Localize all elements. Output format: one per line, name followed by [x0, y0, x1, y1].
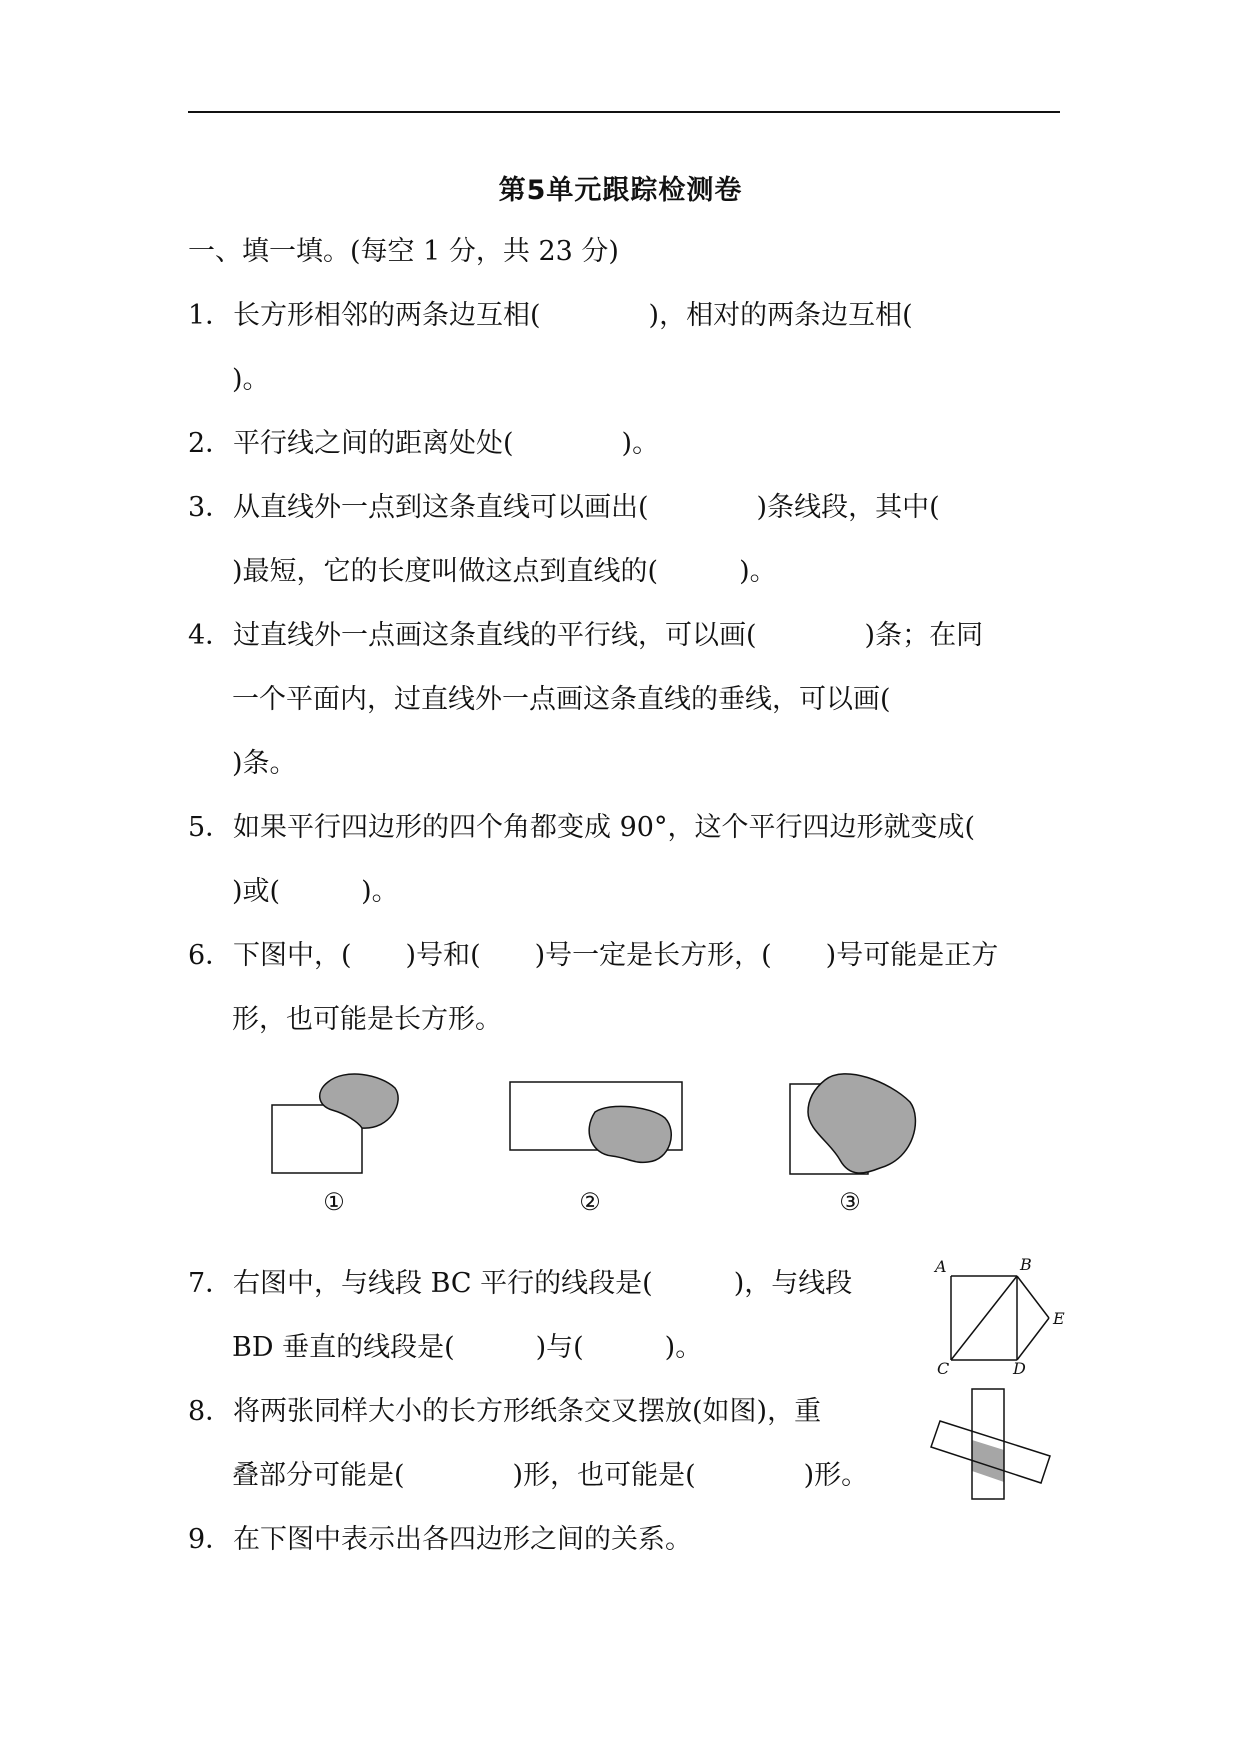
q8-figure	[925, 1385, 1055, 1505]
question-5	[188, 810, 975, 846]
label-e: E	[1053, 1309, 1065, 1328]
question-number: 4．	[188, 620, 233, 651]
label-c: C	[937, 1359, 950, 1378]
question-4	[188, 618, 983, 654]
question-number: 3．	[188, 492, 233, 523]
label-b: B	[1020, 1255, 1032, 1274]
question-8	[188, 1394, 821, 1430]
figure-2	[510, 1082, 682, 1162]
question-text: 平行线之间的距离处处( )。	[233, 428, 660, 459]
question-number: 5．	[188, 812, 233, 843]
figure-1-label: ①	[323, 1188, 345, 1216]
question-5-cont: )或( )。	[232, 876, 399, 907]
figure-3	[790, 1074, 915, 1174]
question-6	[188, 938, 998, 974]
question-4-cont2: )条。	[232, 748, 297, 779]
question-1	[188, 298, 913, 334]
question-9	[188, 1522, 692, 1558]
figure-1	[272, 1074, 398, 1173]
question-number: 2．	[188, 428, 233, 459]
q7-figure	[925, 1250, 1065, 1380]
question-1-cont: )。	[232, 364, 270, 395]
question-4-cont: 一个平面内，过直线外一点画这条直线的垂线，可以画(	[232, 684, 891, 715]
section-heading: 一、填一填。(每空 1 分，共 23 分)	[188, 236, 619, 267]
question-3-cont: )最短，它的长度叫做这点到直线的( )。	[232, 556, 777, 587]
question-6-cont: 形，也可能是长方形。	[232, 1004, 502, 1035]
q6-figures	[260, 1070, 960, 1190]
label-a: A	[935, 1257, 947, 1276]
question-8-cont: 叠部分可能是( )形，也可能是( )形。	[232, 1460, 869, 1491]
question-3	[188, 490, 940, 526]
question-number: 6．	[188, 940, 233, 971]
question-text: 长方形相邻的两条边互相( )，相对的两条边互相(	[233, 300, 913, 331]
question-2	[188, 426, 659, 462]
question-number: 9．	[188, 1524, 233, 1555]
label-d: D	[1013, 1359, 1026, 1378]
top-rule	[188, 111, 1060, 113]
question-text: 过直线外一点画这条直线的平行线，可以画( )条；在同	[233, 620, 984, 651]
question-text: 如果平行四边形的四个角都变成 90°，这个平行四边形就变成(	[233, 812, 975, 843]
question-text: 右图中，与线段 BC 平行的线段是( )，与线段	[233, 1268, 853, 1299]
question-7-cont: BD 垂直的线段是( )与( )。	[232, 1332, 703, 1363]
page-title: 第5单元跟踪检测卷	[498, 175, 743, 206]
question-number: 8．	[188, 1396, 233, 1427]
figure-2-label: ②	[579, 1188, 601, 1216]
question-text: 从直线外一点到这条直线可以画出( )条线段，其中(	[233, 492, 940, 523]
question-text: 在下图中表示出各四边形之间的关系。	[233, 1524, 692, 1555]
question-text: 将两张同样大小的长方形纸条交叉摆放(如图)，重	[233, 1396, 822, 1427]
question-number: 1．	[188, 300, 233, 331]
question-text: 下图中，( )号和( )号一定是长方形，( )号可能是正方	[233, 940, 999, 971]
figure-3-label: ③	[839, 1188, 861, 1216]
question-number: 7．	[188, 1268, 233, 1299]
question-7	[188, 1266, 852, 1302]
